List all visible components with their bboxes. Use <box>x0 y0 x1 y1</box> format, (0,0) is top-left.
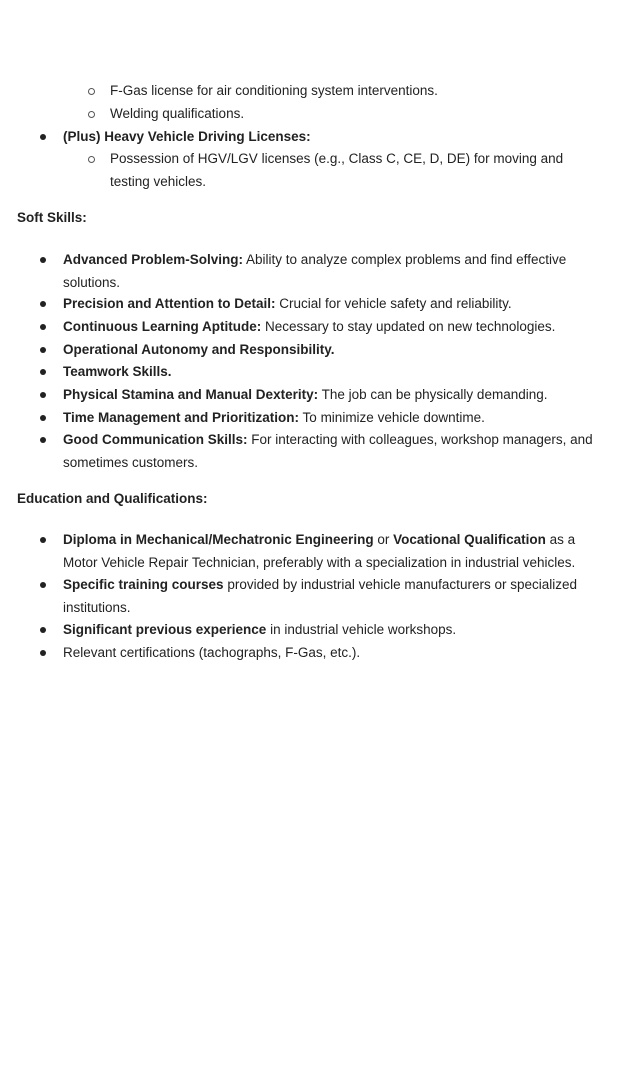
sub-bullet <box>88 156 95 163</box>
item-text: To minimize vehicle downtime. <box>299 410 485 425</box>
item-label: Teamwork Skills. <box>63 364 172 379</box>
list-item <box>63 431 593 449</box>
item-text: Crucial for vehicle safety and reliability. <box>275 296 512 311</box>
item-label: Precision and Attention to Detail: <box>63 296 276 311</box>
item-label: Operational Autonomy and Responsibility. <box>63 342 335 357</box>
item-text: in industrial vehicle workshops. <box>266 622 457 637</box>
item-text: provided by industrial vehicle manufacturers or specialized <box>223 577 577 592</box>
sub-bullet <box>88 111 95 118</box>
list-item: Welding qualifications. <box>110 106 245 121</box>
list-item <box>63 409 485 427</box>
item-label: Good Communication Skills: <box>63 432 248 447</box>
bullet <box>40 134 46 140</box>
list-item-continuation: Motor Vehicle Repair Technician, preferably with a specialization in industrial vehicles. <box>63 555 576 570</box>
item-text: The job can be physically demanding. <box>318 387 548 402</box>
list-item <box>63 621 456 639</box>
bullet <box>40 537 46 543</box>
list-item <box>63 341 335 359</box>
list-item <box>63 531 575 549</box>
list-item <box>63 295 512 313</box>
list-item <box>63 576 577 594</box>
list-item-continuation: sometimes customers. <box>63 455 199 470</box>
bullet <box>40 347 46 353</box>
bullet <box>40 627 46 633</box>
item-label: Continuous Learning Aptitude: <box>63 319 262 334</box>
sub-bullet <box>88 88 95 95</box>
list-item-continuation: testing vehicles. <box>110 174 207 189</box>
item-label: Specific training courses <box>63 577 224 592</box>
list-item: (Plus) Heavy Vehicle Driving Licenses: <box>63 129 311 144</box>
item-label: Significant previous experience <box>63 622 267 637</box>
bullet <box>40 415 46 421</box>
bullet <box>40 582 46 588</box>
item-text: Necessary to stay updated on new technologies. <box>261 319 556 334</box>
item-label: Physical Stamina and Manual Dexterity: <box>63 387 319 402</box>
list-item: Possession of HGV/LGV licenses (e.g., Class C, CE, D, DE) for moving and <box>110 151 564 166</box>
list-item: Relevant certifications (tachographs, F-Gas, etc.). <box>63 645 361 660</box>
bullet <box>40 301 46 307</box>
list-item-continuation: institutions. <box>63 600 131 615</box>
item-label: Advanced Problem-Solving: <box>63 252 244 267</box>
list-item <box>63 363 172 381</box>
list-item <box>63 251 566 269</box>
bullet <box>40 257 46 263</box>
section-heading-education: Education and Qualifications: <box>17 491 208 506</box>
list-item <box>63 386 548 404</box>
section-heading-soft-skills: Soft Skills: <box>17 210 87 225</box>
item-text: Ability to analyze complex problems and find effective <box>243 252 567 267</box>
item-text: For interacting with colleagues, workshop managers, and <box>247 432 593 447</box>
list-item <box>63 318 555 336</box>
list-item-continuation: solutions. <box>63 275 121 290</box>
bullet <box>40 437 46 443</box>
item-label: Time Management and Prioritization: <box>63 410 300 425</box>
bullet <box>40 392 46 398</box>
item-text: or <box>373 532 394 547</box>
item-text: as a <box>545 532 576 547</box>
bullet <box>40 324 46 330</box>
item-label: Vocational Qualification <box>393 532 546 547</box>
bullet <box>40 369 46 375</box>
bullet <box>40 650 46 656</box>
list-item: F-Gas license for air conditioning system interventions. <box>110 83 438 98</box>
item-label: Diploma in Mechanical/Mechatronic Engineering <box>63 532 374 547</box>
